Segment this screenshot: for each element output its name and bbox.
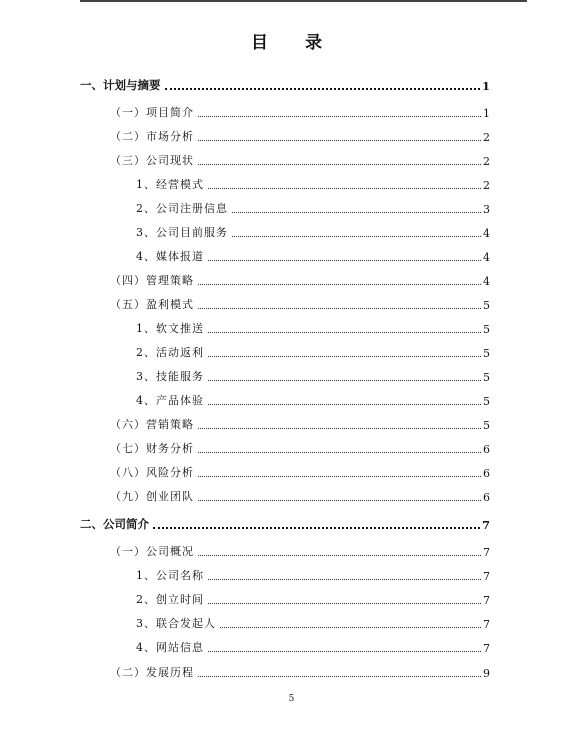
toc-entry-page: 4 — [483, 227, 490, 240]
toc-entry-title: （八）风险分析 — [110, 466, 194, 479]
toc-dot-leader — [232, 235, 481, 237]
toc-entry — [80, 342, 490, 360]
toc-entry-page: 2 — [483, 179, 490, 192]
toc-entry — [80, 486, 490, 504]
toc-entry-page: 4 — [483, 251, 490, 264]
toc-entry-page: 6 — [483, 443, 490, 456]
toc-dot-leader — [198, 675, 481, 677]
toc-entry — [80, 589, 490, 607]
toc-entry-title: （二）市场分析 — [110, 130, 194, 143]
toc-entry — [80, 102, 490, 120]
toc-dot-leader — [208, 379, 481, 381]
toc-dot-leader — [198, 427, 481, 429]
toc-entry-title: 2、创立时间 — [136, 593, 204, 606]
toc-entry-title: （六）营销策略 — [110, 418, 194, 431]
toc-entry-title: （一）公司概况 — [110, 545, 194, 558]
toc-dot-leader — [198, 451, 481, 453]
header-rule — [80, 0, 527, 2]
toc-entry — [80, 75, 490, 93]
toc-entry — [80, 565, 490, 583]
toc-dot-leader — [208, 602, 481, 604]
toc-entry-title: （九）创业团队 — [110, 490, 194, 503]
toc-entry-page: 7 — [483, 570, 490, 583]
toc-entry — [80, 414, 490, 432]
toc-entry — [80, 366, 490, 384]
toc-dot-leader — [153, 526, 480, 529]
toc-entry-page: 1 — [483, 107, 490, 120]
toc-dot-leader — [198, 554, 481, 556]
toc-entry-page: 5 — [483, 347, 490, 360]
toc-dot-leader — [208, 650, 481, 652]
toc-entry — [80, 462, 490, 480]
toc-entry-title: 1、公司名称 — [136, 569, 204, 582]
toc-entry — [80, 438, 490, 456]
toc-entry-title: （一）项目简介 — [110, 106, 194, 119]
toc-entry — [80, 514, 490, 532]
toc-entry — [80, 150, 490, 168]
toc-entry-page: 5 — [483, 299, 490, 312]
toc-entry — [80, 270, 490, 288]
toc-entry-title: （三）公司现状 — [110, 154, 194, 167]
toc-entry — [80, 637, 490, 655]
toc-dot-leader — [208, 331, 481, 333]
toc-entry-title: 4、网站信息 — [136, 641, 204, 654]
toc-dot-leader — [220, 626, 481, 628]
toc-entry-page: 5 — [483, 419, 490, 432]
toc-entry-title: （五）盈利模式 — [110, 298, 194, 311]
toc-entry — [80, 294, 490, 312]
toc-entry-title: （四）管理策略 — [110, 274, 194, 287]
toc-entry-page: 6 — [483, 467, 490, 480]
toc-dot-leader — [198, 475, 481, 477]
toc-entry-page: 4 — [483, 275, 490, 288]
toc-entry-page: 2 — [483, 131, 490, 144]
toc-entry — [80, 662, 490, 680]
toc-entry-page: 7 — [483, 594, 490, 607]
toc-entry — [80, 541, 490, 559]
toc-entry-title: 1、经营模式 — [136, 178, 204, 191]
toc-dot-leader — [198, 499, 481, 501]
toc-entry-page: 7 — [483, 618, 490, 631]
toc-entry — [80, 390, 490, 408]
toc-entry-title: 二、公司简介 — [80, 517, 149, 531]
footer-page-number: 5 — [288, 694, 295, 704]
toc-entry-page: 2 — [483, 155, 490, 168]
toc-entry-title: 3、技能服务 — [136, 370, 204, 383]
toc-entry-page: 7 — [483, 642, 490, 655]
toc-entry-title: （二）发展历程 — [110, 666, 194, 679]
toc-dot-leader — [208, 355, 481, 357]
toc-entry-page: 9 — [483, 667, 490, 680]
toc-entry — [80, 198, 490, 216]
toc-entry-title: 2、活动返利 — [136, 346, 204, 359]
toc-entry-page: 7 — [483, 546, 490, 559]
toc-dot-leader — [208, 187, 481, 189]
toc-entry-title: 2、公司注册信息 — [136, 202, 228, 215]
toc-entry-page: 3 — [483, 203, 490, 216]
toc-dot-leader — [198, 139, 481, 141]
toc-entry-page: 1 — [481, 79, 490, 93]
toc-entry-title: （七）财务分析 — [110, 442, 194, 455]
toc-dot-leader — [198, 283, 481, 285]
toc-entry-title: 4、媒体报道 — [136, 250, 204, 263]
toc-entry-page: 5 — [483, 323, 490, 336]
toc-entry-page: 5 — [483, 371, 490, 384]
toc-entry — [80, 126, 490, 144]
toc-entry — [80, 222, 490, 240]
toc-entry-title: 一、计划与摘要 — [80, 78, 161, 92]
toc-entry-title: 1、软文推送 — [136, 322, 204, 335]
toc-entry-title: 3、联合发起人 — [136, 617, 216, 630]
toc-entry-title: 3、公司目前服务 — [136, 226, 228, 239]
toc-entry — [80, 318, 490, 336]
toc-dot-leader — [198, 115, 481, 117]
toc-dot-leader — [165, 87, 480, 90]
toc-entry-page: 6 — [483, 491, 490, 504]
toc-entry-page: 5 — [483, 395, 490, 408]
toc-entry-page: 7 — [481, 518, 490, 532]
toc-entry — [80, 174, 490, 192]
toc-dot-leader — [208, 403, 481, 405]
toc-entry-title: 4、产品体验 — [136, 394, 204, 407]
toc-dot-leader — [198, 163, 481, 165]
toc-dot-leader — [232, 211, 481, 213]
toc-entry — [80, 246, 490, 264]
toc-dot-leader — [198, 307, 481, 309]
toc-dot-leader — [208, 578, 481, 580]
page-title: 目 录 — [251, 33, 332, 53]
toc-entry — [80, 613, 490, 631]
toc-dot-leader — [208, 259, 481, 261]
